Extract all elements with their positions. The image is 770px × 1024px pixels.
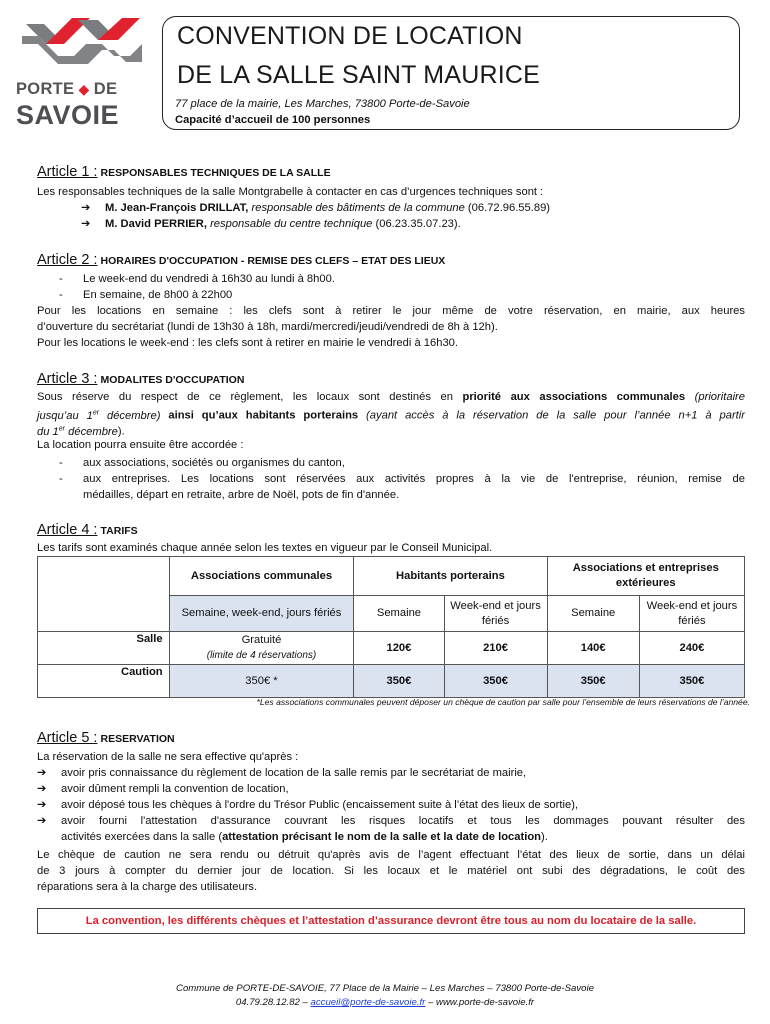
list-item-continuation: activités exercées dans la salle (attestation précisant le nom de la salle et la date de location).	[61, 831, 548, 843]
row-label: Salle	[38, 632, 170, 665]
paragraph-line: de 3 jours à compter du dernier jour de location. Si les locaux et le matériel ont subi des dégradations, le coût des	[37, 865, 745, 877]
article1-intro: Les responsables techniques de la salle Montgrabelle à contacter en cas d’urgences techniques sont :	[37, 186, 544, 198]
footer	[0, 982, 770, 1010]
contact-item: ➔ M. David PERRIER, responsable du centre technique (06.23.35.07.23).	[81, 218, 461, 230]
email-link[interactable]: accueil@porte-de-savoie.fr	[310, 997, 426, 1008]
article5-heading: Article 5 : RESERVATION	[37, 730, 175, 746]
title-box	[162, 16, 740, 130]
arrow-right-icon: ➔	[37, 783, 47, 795]
table-row	[38, 632, 745, 665]
footer-contact: 04.79.28.12.82 – accueil@porte-de-savoie.fr – www.porte-de-savoie.fr	[235, 997, 535, 1008]
paragraph-line: Le chèque de caution ne sera rendu ou détruit qu'après avis de l’agent effectuant l’état des lieux de sortie, dans un délai	[37, 849, 745, 861]
table-cell: 240€	[639, 632, 744, 665]
tarif-footnote: *Les associations communales peuvent déposer un chèque de caution par salle pour l’ensemble de leurs réservations de l’année.	[256, 697, 750, 707]
venue-address: 77 place de la mairie, Les Marches, 73800 Porte-de-Savoie	[175, 98, 470, 110]
table-cell: Gratuité (limite de 4 réservations)	[169, 632, 354, 665]
important-notice: La convention, les différents chèques et l’attestation d’assurance devront être tous au nom du locataire de la salle.	[37, 908, 745, 934]
list-item: - En semaine, de 8h00 à 22h00	[59, 289, 233, 301]
list-item: - aux associations, sociétés ou organismes du canton,	[59, 457, 345, 469]
sub-header: Semaine, week-end, jours fériés	[169, 596, 354, 632]
logo-text-porte-de: PORTE ◆ DE	[16, 80, 118, 98]
paragraph-line: jusqu’au 1er décembre) ainsi qu’aux habitants porterains (ayant accès à la réservation de la salle pour l’année n+1 à partir	[37, 409, 745, 422]
article2-heading: Article 2 : HORAIRES D'OCCUPATION - REMISE DES CLEFS – ETAT DES LIEUX	[37, 252, 446, 268]
porte-de-savoie-logo	[14, 14, 149, 136]
col-header: Associations et entreprises extérieures	[547, 557, 744, 596]
paragraph-line: Pour les locations en semaine : les clefs sont à retirer le jour même de votre réservation, en mairie, aux heures	[37, 305, 745, 317]
list-item: ➔ avoir déposé tous les chèques à l'ordre du Trésor Public (encaissement suite à l’état des lieux de sortie),	[37, 799, 579, 811]
document-title-line2: DE LA SALLE SAINT MAURICE	[177, 61, 540, 89]
article1-heading: Article 1 : RESPONSABLES TECHNIQUES DE LA SALLE	[37, 164, 331, 180]
sub-header: Semaine	[547, 596, 639, 632]
arrow-right-icon: ➔	[37, 767, 47, 779]
list-item: ➔ avoir dûment rempli la convention de location,	[37, 783, 289, 795]
table-cell: 350€ *	[169, 665, 354, 698]
col-header: Associations communales	[169, 557, 354, 596]
logo-text-savoie: SAVOIE	[16, 100, 120, 130]
paragraph-line: La location pourra ensuite être accordée :	[37, 439, 244, 451]
contact-item: ➔ M. Jean-François DRILLAT, responsable des bâtiments de la commune (06.72.96.55.89)	[81, 202, 551, 214]
paragraph-line: Sous réserve du respect de ce règlement, les locaux sont destinés en priorité aux associations communales (prioritaire	[37, 391, 746, 403]
sub-header: Week-end et jours fériés	[639, 596, 744, 632]
sub-header: Semaine	[354, 596, 444, 632]
list-item: - Le week-end du vendredi à 16h30 au lundi à 8h00.	[59, 273, 335, 285]
col-header: Habitants porterains	[354, 557, 547, 596]
paragraph-line: Pour les locations le week-end : les clefs sont à retirer en mairie le vendredi à 16h30.	[37, 337, 458, 349]
list-item: ➔ avoir fourni l'attestation d'assurance couvrant les risques locatifs et tous les dommages pouvant résulter des	[37, 815, 745, 827]
table-corner-cell	[38, 557, 170, 632]
venue-capacity: Capacité d’accueil de 100 personnes	[175, 114, 371, 126]
arrow-right-icon: ➔	[81, 218, 91, 230]
arrow-right-icon: ➔	[81, 202, 91, 214]
table-cell: 140€	[547, 632, 639, 665]
paragraph-line: du 1er décembre).	[37, 425, 125, 438]
article4-heading: Article 4 : TARIFS	[37, 522, 138, 538]
article5-intro: La réservation de la salle ne sera effective qu'après :	[37, 751, 299, 763]
paragraph-line: réparations sera à la charge des utilisateurs.	[37, 881, 258, 893]
table-cell: 350€	[354, 665, 444, 698]
table-cell: 350€	[547, 665, 639, 698]
document-title-line1: CONVENTION DE LOCATION	[177, 22, 523, 50]
tarifs-table	[37, 556, 745, 698]
arrow-right-icon: ➔	[37, 799, 47, 811]
list-item: - aux entreprises. Les locations sont réservées aux activités propres à la vie de l'entreprise, réunion, remise de	[59, 473, 745, 485]
table-cell: 350€	[639, 665, 744, 698]
table-cell: 350€	[444, 665, 547, 698]
table-row	[38, 665, 745, 698]
arrow-right-icon: ➔	[37, 815, 47, 827]
footer-address: Commune de PORTE-DE-SAVOIE, 77 Place de la Mairie – Les Marches – 73800 Porte-de-Savoie	[176, 983, 594, 994]
table-cell: 120€	[354, 632, 444, 665]
list-item-continuation: médailles, départ en retraite, arbre de Noël, pots de fin d'année.	[83, 489, 400, 501]
sub-header: Week-end et jours fériés	[444, 596, 547, 632]
article4-intro: Les tarifs sont examinés chaque année selon les textes en vigueur par le Conseil Municipal.	[37, 542, 493, 554]
paragraph-line: d’ouverture du secrétariat (lundi de 13h30 à 18h, mardi/mercredi/jeudi/vendredi de 8h à 12h).	[37, 321, 498, 333]
table-header-row	[38, 557, 745, 596]
row-label: Caution	[38, 665, 170, 698]
list-item: ➔ avoir pris connaissance du règlement de location de la salle remis par le secrétariat de mairie,	[37, 767, 527, 779]
article3-heading: Article 3 : MODALITES D'OCCUPATION	[37, 371, 245, 387]
table-cell: 210€	[444, 632, 547, 665]
